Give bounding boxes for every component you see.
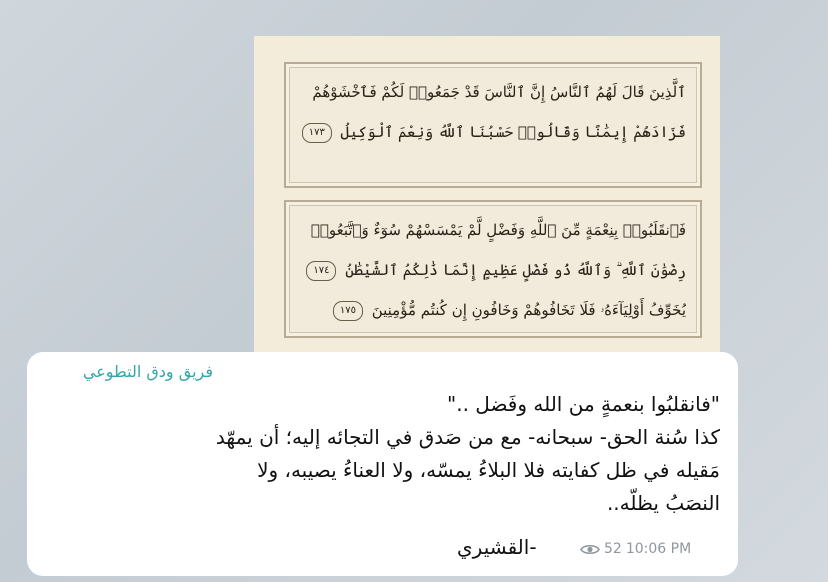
verse-text: رِضْوَٰنَ ٱللَّهِ ۗ وَٱللَّهُ ذُو فَضْلٍ عَظِيمٍ إِنَّمَا ذَٰلِكُمُ ٱلشَّيْطَٰنُ (345, 261, 686, 279)
sender-name[interactable]: فريق ودق التطوعي (82, 362, 213, 381)
verse-panel-173 (284, 62, 702, 188)
message-line: النصَبُ يظلّه.. (606, 491, 720, 515)
verse-line (296, 290, 686, 330)
message-time: 10:06 PM (625, 541, 692, 557)
quran-page-image[interactable] (254, 36, 720, 390)
message-line: مَقيله في ظل كفايته فلا البلاءُ يمسّه، ولا العناءُ يصيبه، ولا (257, 458, 720, 482)
eye-icon (580, 543, 600, 556)
message-meta (580, 541, 691, 557)
verse-panel-174-175 (284, 200, 702, 338)
verse-line: فَٱنقَلَبُوا۟ بِنِعْمَةٍ مِّنَ ٱللَّهِ وَفَضْلٍ لَّمْ يَمْسَسْهُمْ سُوٓءٌ وَٱتَّبَعُوا۟ (310, 221, 686, 239)
message-line: كذا سُنة الحق- سبحانه- مع من صَدق في التجائه إليه؛ أن يمهّد (215, 425, 720, 449)
verse-line: ٱلَّذِينَ قَالَ لَهُمُ ٱلنَّاسُ إِنَّ ٱلنَّاسَ قَدْ جَمَعُوا۟ لَكُمْ فَٱخْشَوْهُمْ (312, 83, 686, 101)
verse-line (296, 250, 686, 290)
view-count: 52 (604, 541, 622, 557)
message-author: -القشيري (457, 535, 537, 559)
verse-text: فَزَادَهُمْ إِيمَٰنًا وَقَالُوا۟ حَسْبُنَا ٱللَّهُ وَنِعْمَ ٱلْوَكِيلُ (340, 123, 686, 141)
message-line: "فانقلبُوا بنعمةٍ من الله وفَضل .." (447, 392, 720, 416)
ayah-number-marker: ١٧٤ (306, 261, 336, 281)
message-text (40, 388, 720, 520)
message-bubble[interactable] (27, 352, 738, 576)
verse-text: يُخَوِّفُ أَوْلِيَآءَهُۥ فَلَا تَخَافُوهُمْ وَخَافُونِ إِن كُنتُم مُّؤْمِنِينَ (371, 301, 686, 319)
verse-line (296, 112, 686, 152)
ayah-number-marker: ١٧٥ (333, 301, 363, 321)
ayah-number-marker: ١٧٣ (302, 123, 332, 143)
